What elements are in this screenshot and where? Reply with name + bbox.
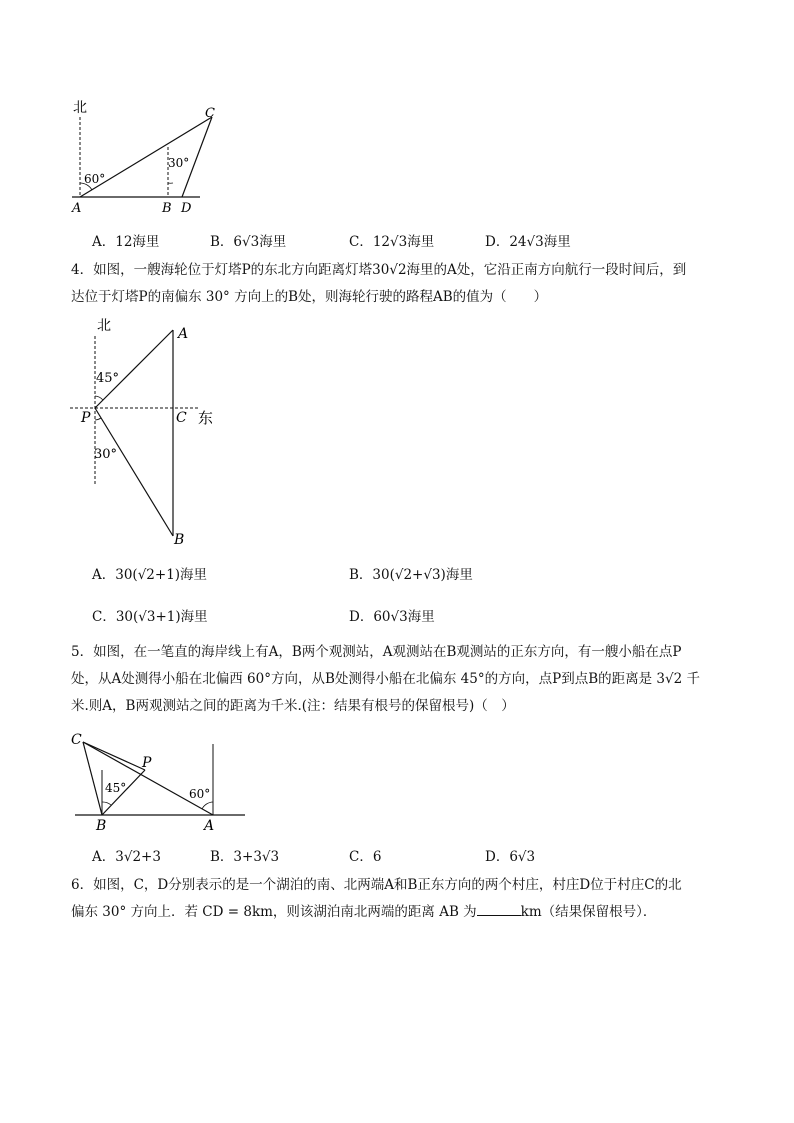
angle-a-label: 60° (189, 787, 211, 801)
q5-option-c[interactable]: C．6 (349, 849, 382, 865)
q5-line-2: 处，从A处测得小船在北偏西 60°方向，从B处测得小船在北偏东 45°的方向，点P到点B的距离是 3√2 千 (71, 671, 700, 687)
q5-text (71, 641, 731, 717)
angle-arc-top (95, 396, 103, 400)
point-b-label: B (162, 201, 172, 216)
q4-text (71, 259, 731, 308)
q6-text (71, 874, 731, 923)
q6-line-1: 6．如图，C，D分别表示的是一个湖泊的南、北两端A和B正东方向的两个村庄，村庄D位于村庄C的北 (71, 877, 682, 893)
point-d-label: D (181, 201, 192, 216)
point-a-label: A (204, 818, 215, 834)
q4-line-1: 4．如图，一艘海轮位于灯塔P的东北方向距离灯塔30√2海里的A处，它沿正南方向航行一段时间后，到 (71, 262, 687, 278)
point-c-label: C (176, 410, 187, 426)
q3-option-d[interactable]: D．24√3海里 (485, 234, 571, 250)
figure-q4 (70, 314, 230, 549)
figure-q5 (65, 730, 250, 835)
line-bc (83, 742, 102, 815)
line-cp (83, 742, 145, 770)
point-p-label: P (142, 755, 152, 771)
q6-line-2 (71, 901, 731, 923)
q3-option-a[interactable]: A．12海里 (92, 234, 160, 250)
angle-top-label: 45° (96, 371, 120, 386)
point-p-label: P (81, 410, 91, 426)
east-label: 东 (198, 409, 214, 427)
q5-option-a[interactable]: A．3√2+3 (92, 849, 161, 865)
angle-a-label: 60° (84, 172, 106, 186)
line-pb (95, 408, 173, 536)
q5-line-1: 5．如图，在一笔直的海岸线上有A，B两个观测站，A观测站在B观测站的正东方向，有一艘小船在点P (71, 644, 682, 660)
point-c-label: C (205, 106, 215, 121)
line-pa (95, 330, 173, 408)
q5-line-3: 米.则A，B两观测站之间的距离为千米.(注：结果有根号的保留根号)（ ） (71, 698, 515, 714)
q5-options (92, 845, 732, 865)
point-a-label: A (72, 201, 82, 216)
point-b-label: B (96, 818, 107, 834)
q4-option-c[interactable]: C．30(√3+1)海里 (92, 609, 208, 625)
q4-option-b[interactable]: B．30(√2+√3)海里 (349, 567, 473, 583)
north-label: 北 (73, 100, 87, 116)
angle-arc-bottom (95, 418, 101, 420)
point-a-label: A (178, 326, 189, 342)
q4-line-2: 达位于灯塔P的南偏东 30° 方向上的B处，则海轮行驶的路程AB的值为（ ） (71, 289, 548, 305)
q5-option-d[interactable]: D．6√3 (485, 849, 536, 865)
figure-q3 (60, 95, 240, 220)
q3-options (92, 230, 732, 250)
north-label: 北 (97, 318, 111, 334)
q6-line-2-before: 偏东 30° 方向上．若 CD = 8km，则该湖泊南北两端的距离 AB 为 (71, 904, 477, 920)
angle-arc-a (202, 802, 213, 809)
q5-option-b[interactable]: B．3+3√3 (210, 849, 280, 865)
answer-blank[interactable] (477, 902, 521, 916)
angle-b-label: 45° (105, 781, 127, 795)
point-c-label: C (71, 732, 82, 748)
q4-option-a[interactable]: A．30(√2+1)海里 (92, 567, 208, 583)
q3-option-b[interactable]: B．6√3海里 (210, 234, 287, 250)
q4-option-d[interactable]: D．60√3海里 (349, 609, 435, 625)
q4-options (92, 563, 732, 625)
q6-line-2-after: km（结果保留根号）． (520, 904, 657, 920)
angle-bottom-label: 30° (94, 447, 118, 462)
q3-option-c[interactable]: C．12√3海里 (349, 234, 435, 250)
angle-arc-b (102, 802, 111, 805)
angle-b-label: 30° (168, 156, 190, 170)
point-b-label: B (174, 532, 185, 548)
